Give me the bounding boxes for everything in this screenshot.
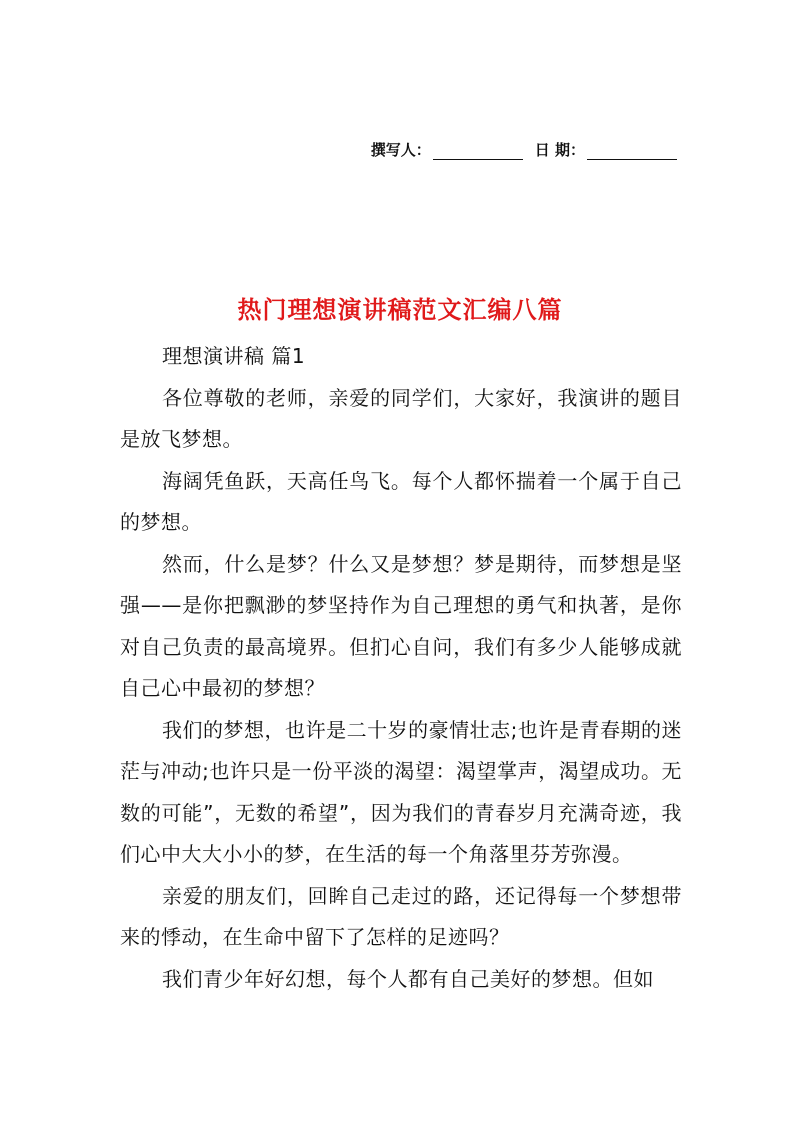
section-heading: 理想演讲稿 篇1 bbox=[162, 344, 306, 368]
paragraph: 然而，什么是梦？什么又是梦想？梦是期待，而梦想是坚强——是你把飘渺的梦坚持作为自己理想的勇气和执著，是你对自己负责的最高境界。但扪心自问，我们有多少人能够成就自己心中最初的梦想？ bbox=[120, 551, 682, 700]
date-label: 日 期： bbox=[534, 141, 585, 159]
document-body bbox=[120, 336, 682, 1000]
paragraph: 各位尊敬的老师，亲爱的同学们，大家好，我演讲的题目是放飞梦想。 bbox=[120, 385, 682, 451]
author-label: 撰写人： bbox=[370, 141, 431, 159]
paragraph: 海阔凭鱼跃，天高任鸟飞。每个人都怀揣着一个属于自己的梦想。 bbox=[120, 468, 682, 534]
author-date-line bbox=[371, 139, 679, 160]
date-blank-line bbox=[587, 144, 677, 160]
paragraph: 亲爱的朋友们，回眸自己走过的路，还记得每一个梦想带来的悸动，在生命中留下了怎样的足迹吗？ bbox=[120, 883, 682, 949]
paragraph: 我们的梦想，也许是二十岁的豪情壮志;也许是青春期的迷茫与冲动;也许只是一份平淡的渴望：渴望掌声，渴望成功。无数的可能”，无数的希望”，因为我们的青春岁月充满奇迹，我们心中大大小小的梦，在生活的每一个角落里芬芳弥漫。 bbox=[120, 717, 682, 866]
paragraph: 我们青少年好幻想，每个人都有自己美好的梦想。但如 bbox=[162, 966, 654, 991]
author-blank-line bbox=[433, 144, 523, 160]
document-title: 热门理想演讲稿范文汇编八篇 bbox=[237, 295, 563, 324]
